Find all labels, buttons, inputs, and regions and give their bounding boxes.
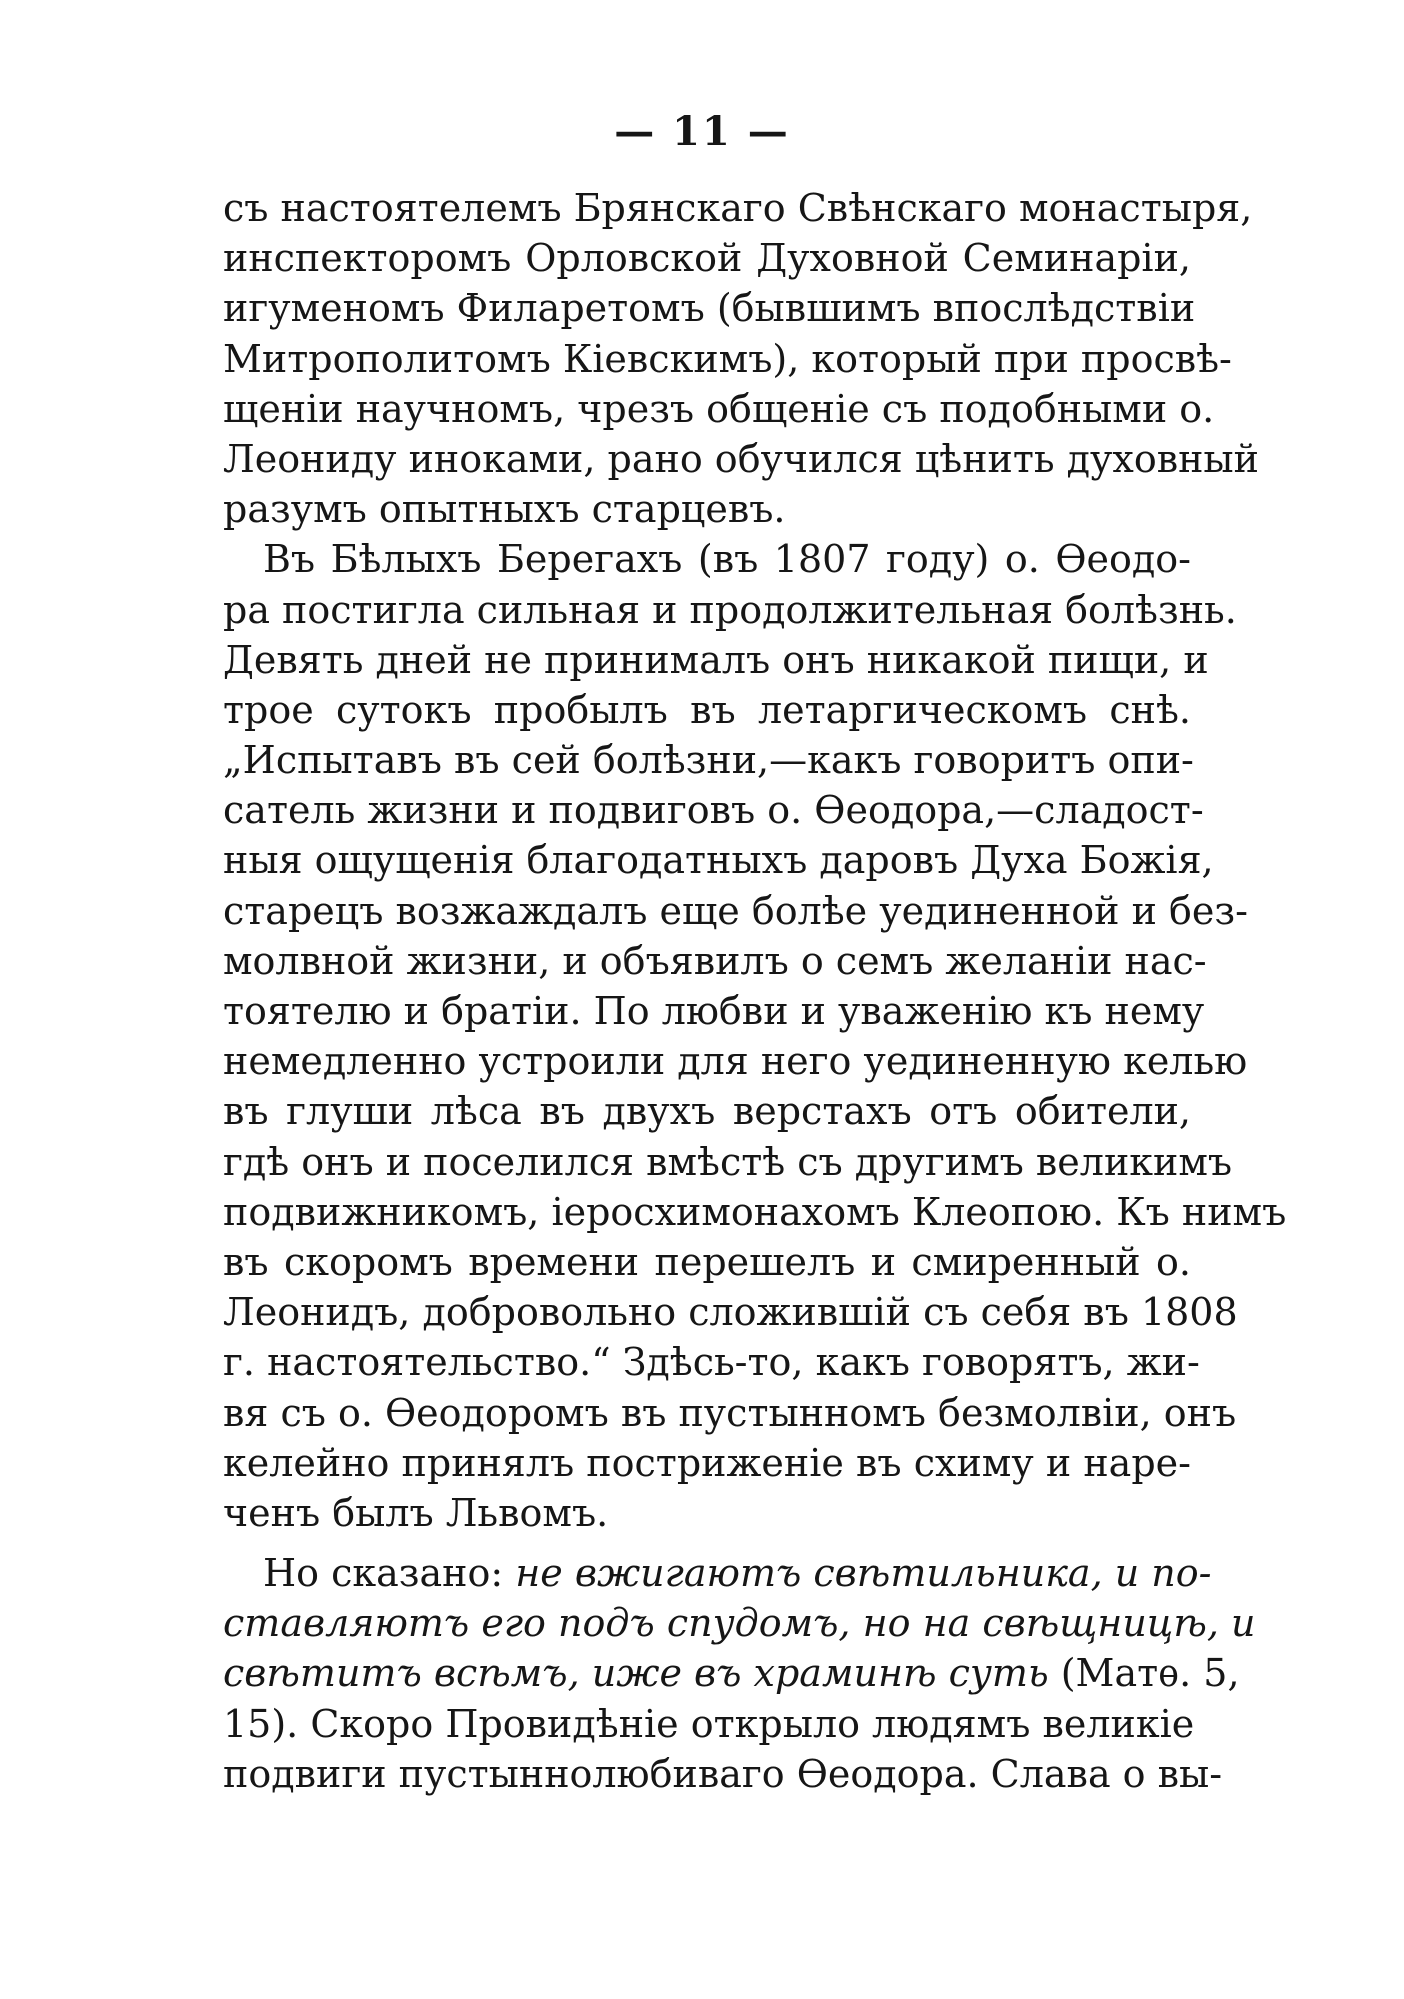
text-line: съ настоятелемъ Брянскаго Свѣнскаго монастыря,	[223, 186, 1253, 230]
text-line: 15). Скоро Провидѣніе открыло людямъ великіе	[223, 1701, 1195, 1746]
text-line: въ глуши лѣса въ двухъ верстахъ отъ обители,	[223, 1089, 1191, 1134]
text-line: игуменомъ Филаретомъ (бывшимъ впослѣдствіи	[223, 286, 1196, 331]
text-line: подвиги пустыннолюбиваго Ѳеодора. Слава о вы-	[223, 1751, 1223, 1796]
body-text	[223, 183, 1287, 1799]
text-line: Девять дней не принималъ онъ никакой пищи, и	[223, 637, 1209, 682]
text-line: подвижникомъ, іеросхимонахомъ Клеопою. Къ нимъ	[223, 1189, 1287, 1234]
italic-quote: не вжигаютъ свѣтильника, и по-	[515, 1551, 1212, 1596]
text-line: щеніи научномъ, чрезъ общеніе съ подобными о.	[223, 386, 1215, 431]
text-line: Митрополитомъ Кіевскимъ), который при просвѣ-	[223, 336, 1232, 381]
text-line: Въ Бѣлыхъ Берегахъ (въ 1807 году) о. Ѳеодо-	[263, 537, 1191, 582]
text-run: (Матѳ. 5,	[1048, 1651, 1240, 1696]
text-line: Леониду иноками, рано обучился цѣнить духовный	[223, 436, 1260, 481]
text-line: молвной жизни, и объявилъ о семъ желаніи нас-	[223, 938, 1207, 983]
text-line	[223, 1548, 1212, 1598]
paragraph-gap	[223, 1538, 1191, 1548]
text-line: ченъ былъ Львомъ.	[223, 1490, 609, 1535]
text-line: сатель жизни и подвиговъ о. Ѳеодора,—сладост-	[223, 788, 1204, 833]
page-number: — 11 —	[614, 108, 790, 155]
text-run: Но сказано:	[263, 1551, 516, 1596]
text-line: гдѣ онъ и поселился вмѣстѣ съ другимъ великимъ	[223, 1139, 1233, 1184]
text-line: инспекторомъ Орловской Духовной Семинаріи,	[223, 236, 1191, 281]
text-line: ра постигла сильная и продолжительная болѣзнь.	[223, 587, 1237, 632]
text-line: немедленно устроили для него уединенную келью	[223, 1039, 1248, 1084]
text-line: Леонидъ, добровольно сложившій съ себя въ 1808	[223, 1290, 1238, 1335]
text-line	[223, 1648, 1240, 1698]
text-line: келейно принялъ постриженіе въ схиму и наре-	[223, 1440, 1191, 1485]
italic-quote: свѣтитъ всѣмъ, иже въ храминѣ суть	[223, 1651, 1049, 1696]
text-line: въ скоромъ времени перешелъ и смиренный о.	[223, 1239, 1191, 1284]
text-line: г. настоятельство.“ Здѣсь-то, какъ говорятъ, жи-	[223, 1340, 1200, 1385]
text-line: старецъ возжаждалъ еще болѣе уединенной и без-	[223, 888, 1248, 933]
text-line: „Испытавъ въ сей болѣзни,—какъ говоритъ опи-	[223, 738, 1194, 783]
text-line: ныя ощущенія благодатныхъ даровъ Духа Божія,	[223, 838, 1214, 883]
text-line	[223, 1598, 1256, 1648]
text-line: тоятелю и братіи. По любви и уваженію къ нему	[223, 989, 1205, 1033]
text-line: трое сутокъ пробылъ въ летаргическомъ снѣ.	[223, 687, 1191, 732]
text-line: разумъ опытныхъ старцевъ.	[223, 487, 786, 532]
text-line: вя съ о. Ѳеодоромъ въ пустынномъ безмолвіи, онъ	[223, 1390, 1237, 1435]
italic-quote: ставляютъ его подъ спудомъ, но на свѣщницѣ, и	[223, 1601, 1256, 1646]
